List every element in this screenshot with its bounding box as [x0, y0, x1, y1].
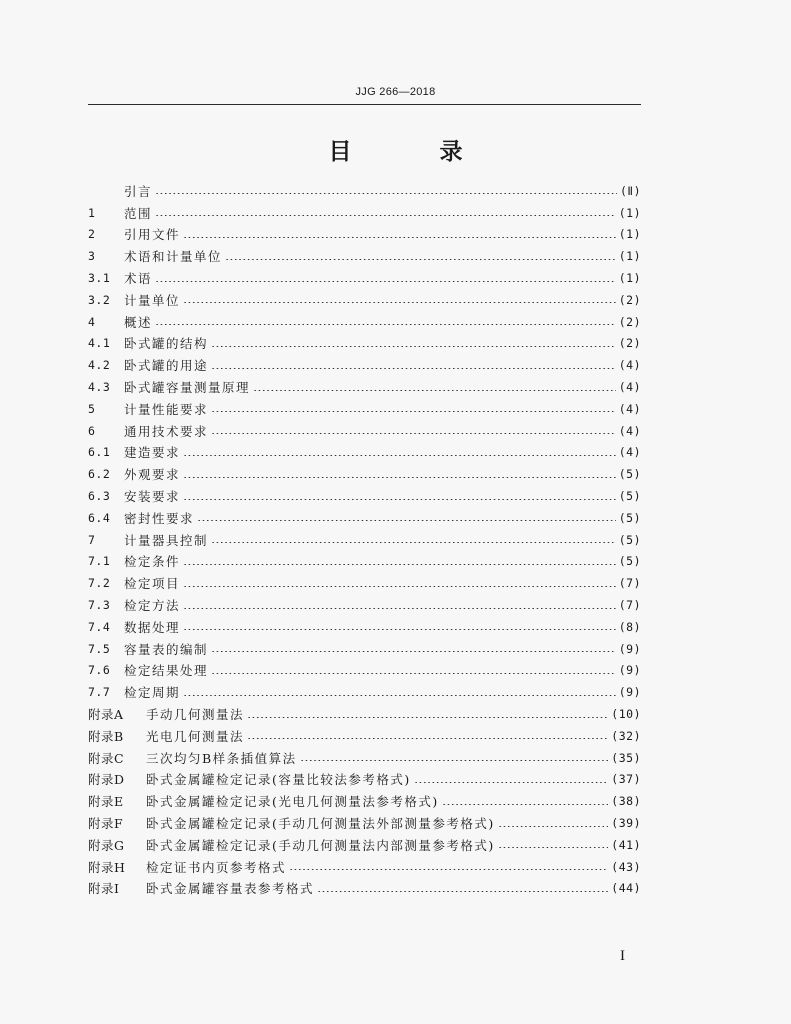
toc-entry-number: 7.7 [88, 685, 111, 700]
dot-leader [183, 477, 616, 478]
toc-entry-number: 7 [88, 532, 96, 547]
toc-entry[interactable] [88, 660, 641, 682]
toc-entry-number: 7.1 [88, 554, 111, 569]
toc-entry[interactable] [88, 398, 641, 420]
toc-entry-number: 4.2 [88, 358, 111, 373]
toc-entry-label: 检定条件 [124, 554, 181, 570]
toc-entry-page: (10) [611, 707, 641, 722]
toc-entry-label: 范围 [124, 205, 153, 221]
toc-entry-label: 术语 [124, 271, 153, 287]
toc-entry-page: (9) [618, 685, 641, 700]
toc-entry-label: 卧式金属罐检定记录(容量比较法参考格式) [146, 772, 411, 788]
toc-entry-page: (1) [618, 227, 641, 242]
toc-entry-page: (39) [611, 816, 641, 830]
toc-entry-number: 7.5 [88, 641, 111, 656]
dot-leader [183, 586, 616, 587]
toc-entry-number: 1 [88, 205, 96, 220]
toc-entry[interactable] [88, 420, 641, 442]
toc-entry-page: (1) [618, 249, 641, 264]
toc-entry-label: 安装要求 [124, 489, 181, 505]
toc-entry-number: 6.3 [88, 489, 111, 504]
toc-entry-number: 3.1 [88, 271, 111, 286]
toc-entry-label: 卧式罐容量测量原理 [124, 380, 251, 396]
toc-entry-number: 附录I [88, 881, 120, 897]
toc-entry-page: (1) [618, 271, 641, 286]
toc-entry[interactable] [88, 616, 641, 638]
toc-entry[interactable] [88, 681, 641, 703]
toc-list [88, 180, 641, 899]
dot-leader [317, 891, 608, 892]
dot-leader [183, 499, 616, 500]
toc-entry-label: 卧式金属罐检定记录(手动几何测量法外部测量参考格式) [146, 816, 495, 831]
dot-leader [211, 411, 616, 412]
toc-entry-number: 附录C [88, 750, 125, 766]
toc-entry[interactable] [88, 747, 641, 769]
toc-entry-page: (9) [618, 663, 641, 678]
dot-leader [247, 717, 608, 718]
dot-leader [183, 302, 616, 303]
toc-entry-number: 6.1 [88, 445, 111, 460]
toc-entry[interactable] [88, 289, 641, 311]
toc-entry[interactable] [88, 572, 641, 594]
toc-entry-number: 6.2 [88, 467, 111, 482]
toc-entry[interactable] [88, 442, 641, 464]
toc-entry[interactable] [88, 703, 641, 725]
toc-entry-number: 7.3 [88, 598, 111, 613]
toc-entry-number: 4.3 [88, 380, 111, 395]
toc-entry-label: 三次均匀B样条插值算法 [146, 750, 297, 766]
toc-entry-page: (2) [618, 336, 641, 351]
dot-leader [183, 608, 616, 609]
header-rule [88, 104, 641, 105]
toc-entry[interactable] [88, 594, 641, 616]
toc-entry-label: 建造要求 [124, 445, 181, 461]
toc-entry[interactable] [88, 376, 641, 398]
toc-entry-label: 卧式金属罐检定记录(光电几何测量法参考格式) [146, 794, 439, 810]
dot-leader [442, 804, 609, 805]
dot-leader [183, 629, 616, 630]
toc-entry-label: 卧式金属罐容量表参考格式 [146, 881, 315, 897]
toc-entry-label: 计量单位 [124, 292, 181, 308]
toc-entry-page: (Ⅱ) [619, 183, 641, 198]
dot-leader [197, 520, 616, 521]
toc-entry-number: 3.2 [88, 292, 111, 307]
toc-entry-page: (7) [618, 598, 641, 613]
toc-entry-page: (4) [618, 445, 641, 460]
toc-entry-number: 7.6 [88, 663, 111, 678]
toc-entry-label: 引言 [124, 183, 153, 199]
toc-entry-page: (5) [618, 489, 641, 504]
toc-entry[interactable] [88, 180, 641, 202]
toc-entry-page: (4) [618, 401, 641, 416]
toc-entry-page: (37) [611, 772, 641, 787]
toc-entry-label: 引用文件 [124, 227, 181, 243]
dot-leader [211, 542, 616, 543]
toc-entry-label: 检定项目 [124, 576, 181, 592]
dot-leader [155, 215, 616, 216]
toc-entry-label: 检定证书内页参考格式 [146, 859, 287, 875]
dot-leader [498, 826, 609, 827]
toc-entry[interactable] [88, 834, 641, 856]
toc-entry[interactable] [88, 202, 641, 224]
toc-entry[interactable] [88, 485, 641, 507]
dot-leader [253, 390, 616, 391]
toc-entry-number: 6.4 [88, 510, 111, 525]
toc-entry-number: 2 [88, 227, 96, 242]
toc-entry-label: 容量表的编制 [124, 641, 209, 657]
dot-leader [211, 673, 616, 674]
toc-entry-number: 附录D [88, 772, 125, 788]
toc-entry-number: 7.4 [88, 619, 111, 634]
toc-entry-page: (5) [618, 554, 641, 569]
toc-entry[interactable] [88, 790, 641, 812]
toc-entry-label: 光电几何测量法 [146, 728, 245, 744]
dot-leader [155, 193, 617, 194]
toc-entry[interactable] [88, 311, 641, 333]
toc-entry-page: (4) [618, 358, 641, 373]
toc-entry-page: (8) [618, 619, 641, 634]
toc-entry[interactable] [88, 463, 641, 485]
toc-entry[interactable] [88, 812, 641, 834]
toc-entry-page: (7) [618, 576, 641, 591]
toc-entry-number: 3 [88, 249, 96, 264]
standard-code: JJG 266—2018 [355, 86, 436, 98]
toc-entry-page: (41) [611, 837, 641, 852]
toc-entry-page: (9) [618, 641, 641, 656]
dot-leader [155, 281, 616, 282]
toc-entry-page: (1) [618, 205, 641, 220]
dot-leader [211, 433, 616, 434]
toc-entry-page: (5) [618, 467, 641, 482]
toc-entry[interactable] [88, 224, 641, 246]
toc-entry-number: 5 [88, 401, 96, 416]
dot-leader [247, 738, 608, 739]
toc-entry[interactable] [88, 245, 641, 267]
toc-entry-number: 附录A [88, 707, 124, 723]
toc-entry-label: 检定周期 [124, 685, 181, 701]
toc-entry-label: 卧式罐的用途 [124, 358, 209, 374]
dot-leader [183, 695, 616, 696]
dot-leader [225, 259, 616, 260]
toc-entry-label: 卧式金属罐检定记录(手动几何测量法内部测量参考格式) [146, 837, 495, 853]
toc-entry-label: 检定方法 [124, 598, 181, 614]
toc-entry[interactable] [88, 333, 641, 355]
toc-entry-number: 附录F [88, 816, 124, 831]
toc-entry-label: 密封性要求 [124, 510, 195, 526]
dot-leader [183, 237, 616, 238]
toc-entry-number: 7.2 [88, 576, 111, 591]
toc-entry-number: 6 [88, 423, 96, 438]
dot-leader [155, 324, 616, 325]
toc-entry-label: 概述 [124, 314, 153, 330]
dot-leader [183, 564, 616, 565]
toc-entry-page: (5) [618, 510, 641, 525]
toc-entry-number: 附录H [88, 859, 126, 875]
toc-entry-label: 检定结果处理 [124, 663, 209, 679]
toc-entry-page: (2) [618, 314, 641, 329]
toc-entry-page: (4) [618, 423, 641, 438]
toc-entry-number: 附录B [88, 728, 124, 744]
toc-entry-label: 手动几何测量法 [146, 707, 245, 723]
toc-entry[interactable] [88, 507, 641, 529]
toc-entry[interactable] [88, 769, 641, 791]
dot-leader [211, 651, 616, 652]
toc-entry[interactable] [88, 878, 641, 900]
page-number: I [620, 948, 625, 964]
toc-entry[interactable] [88, 354, 641, 376]
dot-leader [498, 847, 609, 848]
toc-entry-page: (5) [618, 532, 641, 547]
toc-entry-label: 卧式罐的结构 [124, 336, 209, 352]
toc-entry-number: 附录G [88, 837, 125, 853]
toc-entry-page: (35) [611, 750, 641, 765]
toc-entry[interactable] [88, 529, 641, 551]
dot-leader [414, 782, 609, 783]
toc-entry-page: (32) [611, 728, 641, 743]
toc-entry-label: 通用技术要求 [124, 423, 209, 439]
toc-entry[interactable] [88, 551, 641, 573]
dot-leader [183, 455, 616, 456]
toc-entry-page: (43) [611, 859, 641, 874]
toc-entry-page: (44) [611, 881, 641, 896]
toc-entry-label: 术语和计量单位 [124, 249, 223, 265]
dot-leader [289, 869, 608, 870]
toc-entry-number: 4 [88, 314, 96, 329]
toc-entry-page: (4) [618, 380, 641, 395]
toc-entry[interactable] [88, 638, 641, 660]
toc-entry-page: (2) [618, 292, 641, 307]
toc-entry-label: 计量性能要求 [124, 401, 209, 417]
dot-leader [211, 368, 616, 369]
dot-leader [211, 346, 616, 347]
dot-leader [300, 760, 609, 761]
toc-entry[interactable] [88, 856, 641, 878]
toc-entry[interactable] [88, 725, 641, 747]
toc-entry-number: 附录E [88, 794, 124, 810]
toc-title: 目 录 [328, 139, 503, 165]
toc-entry-label: 计量器具控制 [124, 532, 209, 548]
toc-entry-number: 4.1 [88, 336, 111, 351]
toc-entry-label: 数据处理 [124, 619, 181, 635]
toc-entry[interactable] [88, 267, 641, 289]
toc-entry-label: 外观要求 [124, 467, 181, 483]
toc-entry-page: (38) [611, 794, 641, 809]
